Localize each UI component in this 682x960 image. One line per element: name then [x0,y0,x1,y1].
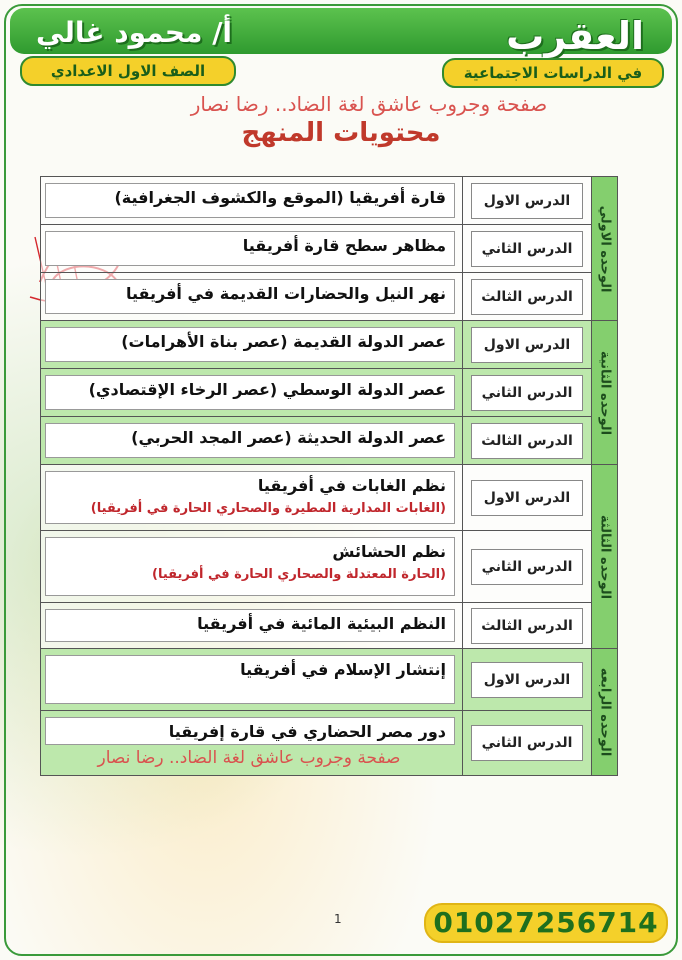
lesson-title: نظم الحشائش [332,542,446,561]
curriculum-table [40,176,618,776]
unit-label: الوحده الرابعه [597,667,612,757]
content-cell [41,369,463,416]
lesson-label: الدرس الثالث [471,423,583,459]
table-row [41,321,591,369]
content-box [45,327,455,362]
table-row [41,177,591,225]
lesson-cell [462,531,591,602]
lesson-cell [462,273,591,320]
page-number: 1 [334,912,342,926]
content-box [45,375,455,410]
unit-label: الوحده الثانية [597,350,612,435]
lesson-cell [462,603,591,648]
lesson-title: عصر الدولة الوسطي (عصر الرخاء الإقتصادي) [88,380,446,399]
lesson-cell [462,711,591,775]
lesson-cell [462,225,591,272]
lesson-subtitle: (الغابات المدارية المطيرة والصحاري الحارة في أفريقيا) [90,501,446,516]
table-row [41,225,591,273]
lesson-cell [462,417,591,464]
table-row [41,417,591,465]
lesson-cell [462,369,591,416]
watermark-bottom: صفحة وجروب عاشق لغة الضاد.. رضا نصار [97,748,401,768]
unit-label: الوحده الاولي [597,205,612,292]
content-cell [41,177,463,224]
unit-2 [591,321,617,465]
table-row [41,603,591,649]
lesson-cell [462,321,591,368]
lesson-title: قارة أفريقيا (الموقع والكشوف الجغرافية) [114,188,446,207]
lesson-label: الدرس الاول [471,327,583,363]
lesson-label: الدرس الثالث [471,608,583,644]
lesson-label: الدرس الثاني [471,375,583,411]
content-cell [41,531,463,602]
lesson-title: عصر الدولة الحديثة (عصر المجد الحربي) [131,428,446,447]
phone-number: 01027256714 [424,903,668,943]
author-name: أ/ محمود غالي [36,16,233,49]
lesson-label: الدرس الاول [471,480,583,516]
grade-badge: الصف الاول الاعدادي [20,56,236,86]
lesson-label: الدرس الثاني [471,725,583,761]
content-box [45,609,455,642]
unit-label: الوحده الثالثة [597,514,612,599]
lesson-label: الدرس الثاني [471,549,583,585]
logo-text: العقرب [506,14,644,58]
watermark-top-text: صفحة وجروب عاشق لغة الضاد.. رضا نصار [190,92,548,116]
content-cell [41,417,463,464]
table-row [41,369,591,417]
content-box [45,537,455,596]
unit-4 [591,649,617,775]
lesson-title: نهر النيل والحضارات القديمة في أفريقيا [125,284,446,303]
lesson-title: مظاهر سطح قارة أفريقيا [242,236,446,255]
page-title: محتويات المنهج [241,118,441,148]
lesson-title: دور مصر الحضاري في قارة إفريقيا [168,722,446,741]
content-cell [41,273,463,320]
lesson-cell [462,465,591,530]
content-cell [41,649,463,710]
lesson-cell [462,177,591,224]
lesson-label: الدرس الثاني [471,231,583,267]
lesson-label: الدرس الاول [471,662,583,698]
content-box [45,183,455,218]
subject-badge: في الدراسات الاجتماعية [442,58,664,88]
content-box [45,655,455,704]
lesson-title: نظم الغابات في أفريقيا [257,476,446,495]
lesson-subtitle: (الحارة المعتدلة والصحاري الحارة في أفريقيا) [152,567,446,582]
content-box [45,231,455,266]
lesson-label: الدرس الاول [471,183,583,219]
header-bar [10,8,672,58]
lesson-cell [462,649,591,710]
content-box [45,717,455,745]
content-box [45,279,455,314]
unit-1 [591,177,617,321]
lesson-label: الدرس الثالث [471,279,583,315]
unit-3 [591,465,617,649]
content-box [45,471,455,524]
content-cell [41,603,463,648]
table-row [41,531,591,603]
content-cell [41,465,463,530]
watermark-top [0,92,682,116]
content-box [45,423,455,458]
content-cell [41,321,463,368]
lesson-title: عصر الدولة القديمة (عصر بناة الأهرامات) [121,332,446,351]
lesson-title: إنتشار الإسلام في أفريقيا [240,660,446,679]
content-cell [41,225,463,272]
table-row [41,273,591,321]
table-row [41,465,591,531]
table-row [41,649,591,711]
lesson-title: النظم البيئية المائية في أفريقيا [197,614,446,633]
